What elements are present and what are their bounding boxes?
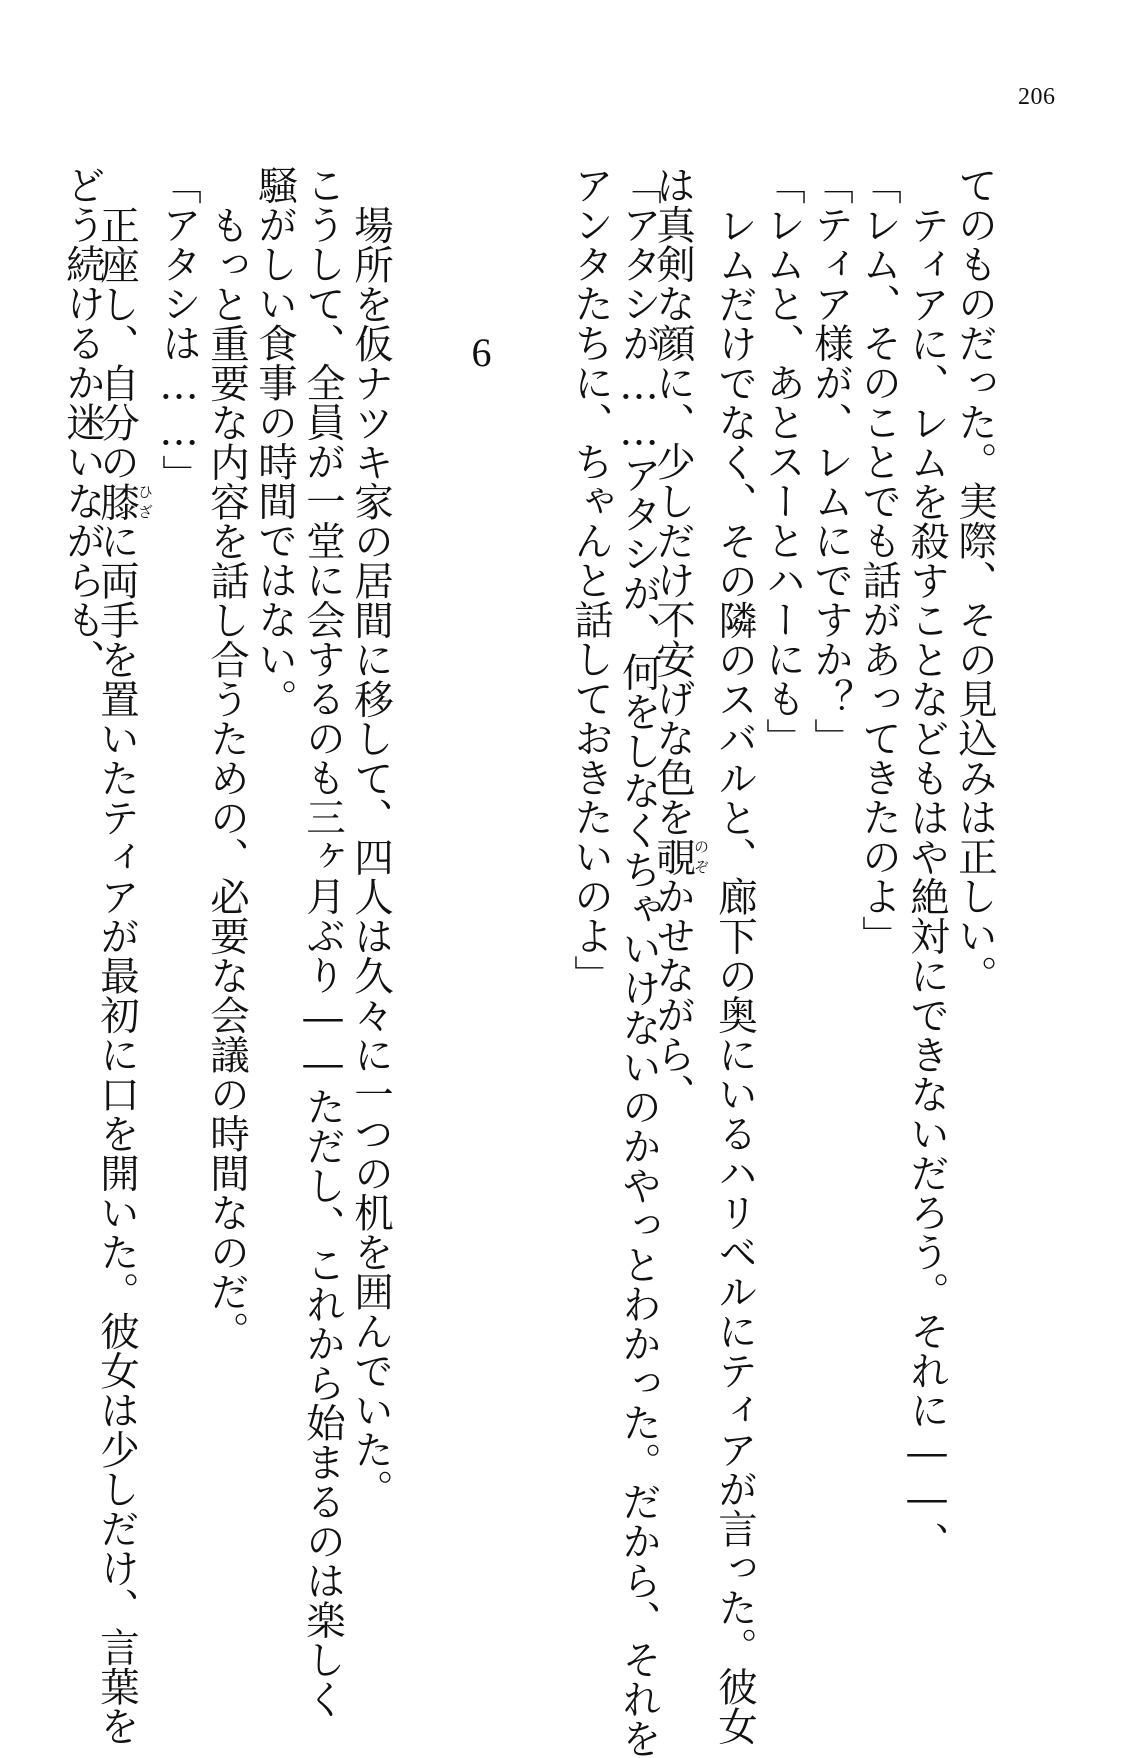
text-column: 騒がしい食事の時間ではない。 <box>252 165 298 718</box>
text-column: てのものだった。実際、その見込みは正しい。 <box>952 165 998 995</box>
text-column: レムだけでなく、その隣のスバルと、廊下の奥にいるハリベルにティアが言った。彼女 <box>712 205 758 1746</box>
text-column: 「アタシが……アタシが、何をしなくちゃいけないのかやっとわかった。だから、それを <box>616 165 662 1758</box>
text-column-with-ruby <box>650 165 710 1113</box>
text-column: ティアに、レムを殺すことなどもはや絶対にできないだろう。それに――、 <box>904 205 950 1561</box>
section-heading: 6 <box>459 330 504 375</box>
text-column: もっと重要な内容を話し合うための、必要な会議の時間なのだ。 <box>204 205 250 1351</box>
text-column: 「ティア様が、レムにですか？」 <box>808 165 854 758</box>
text-segment: は真剣な顔に、少しだけ不安げな色を <box>650 165 696 837</box>
text-column: 「レムと、あとスーとハーにも」 <box>760 165 806 758</box>
text-column-with-ruby <box>94 165 154 1746</box>
text-column: アンタたちに、ちゃんと話しておきたいのよ」 <box>568 165 614 995</box>
ruby-base: 覗 <box>650 836 696 876</box>
text-segment: 正座し、自分の <box>94 205 140 482</box>
ruby-reading: ひざ <box>136 481 154 521</box>
text-segment: に両手を置いたティアが最初に口を開いた。彼女は少しだけ、言葉を <box>94 521 140 1746</box>
ruby-reading: のぞ <box>692 836 710 876</box>
text-column: 場所を仮ナツキ家の居間に移して、四人は久々に一つの机を囲んでいた。 <box>348 205 394 1509</box>
text-column: 「アタシは……」 <box>156 165 202 494</box>
text-segment: かせながら、 <box>650 876 696 1113</box>
ruby-base: 膝 <box>94 481 140 521</box>
text-column: こうして、全員が一堂に会するのも三ヶ月ぶり――ただし、これから始まるのは楽しく <box>300 165 346 1719</box>
page-number: 206 <box>1018 84 1056 110</box>
text-column: どう続けるか迷いながらも、 <box>60 165 106 679</box>
text-column: 「レム、そのことでも話があってきたのよ」 <box>856 165 902 955</box>
